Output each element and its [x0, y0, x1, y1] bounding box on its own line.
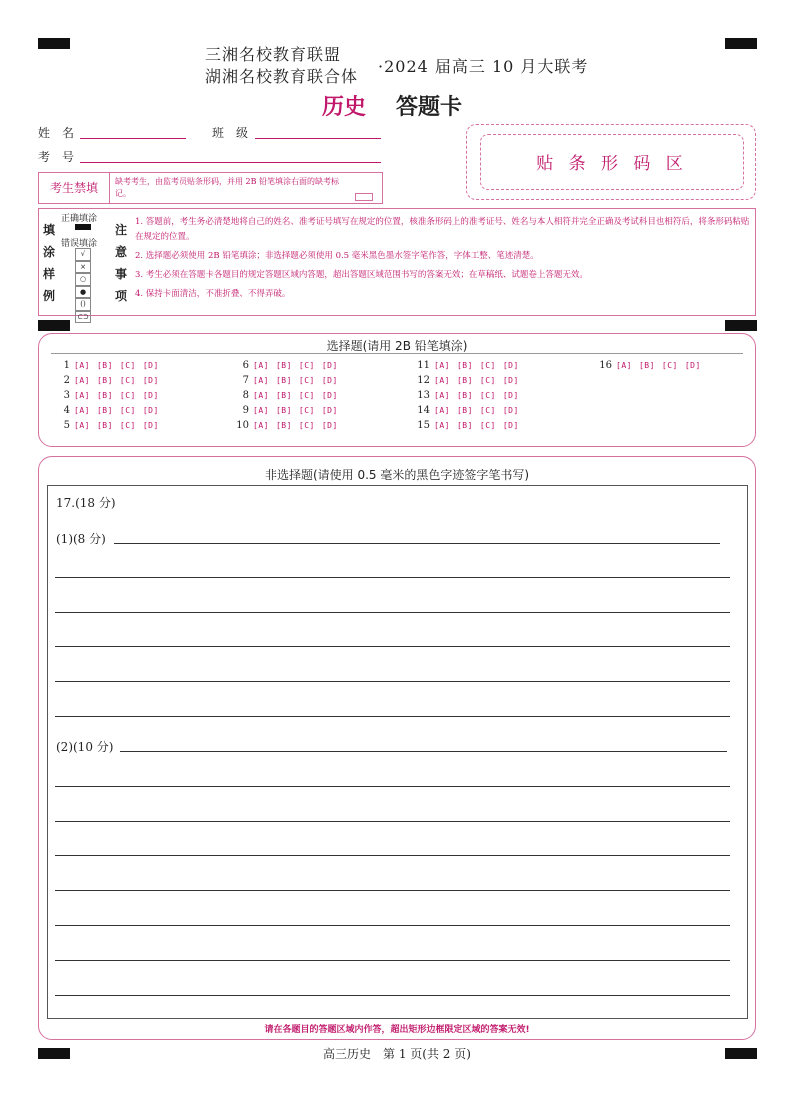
- choice-bubble[interactable]: [B]: [456, 376, 473, 385]
- page-footer: 高三历史 第 1 页(共 2 页): [323, 1047, 471, 1061]
- class-field[interactable]: [255, 138, 381, 139]
- choice-bubble[interactable]: [B]: [275, 406, 292, 415]
- question-number: 1: [63, 360, 70, 371]
- question-number: 15: [417, 420, 430, 431]
- note-3: 3. 考生必须在答题卡各题目的规定答题区域内答题，超出答题区域范围书写的答案无效；在草稿纸、试题卷上答题无效。: [135, 270, 588, 280]
- choice-bubble[interactable]: [C]: [661, 361, 678, 370]
- name-label: 姓 名: [38, 126, 75, 140]
- alignment-mark-top-right: [725, 38, 757, 49]
- barcode-area[interactable]: [480, 134, 744, 190]
- notes-side-label: 注 意 事 项: [115, 223, 128, 303]
- alignment-mark-top-left: [38, 38, 70, 49]
- choice-bubble[interactable]: [A]: [253, 361, 269, 370]
- question-number: 11: [417, 360, 430, 371]
- choice-question-row: [235, 390, 345, 401]
- answer-line[interactable]: [55, 786, 730, 787]
- instructions-box: [38, 208, 756, 321]
- choice-bubble[interactable]: [B]: [456, 406, 473, 415]
- choice-question-row: [235, 420, 345, 431]
- question-number: 14: [417, 405, 430, 416]
- question-number: 9: [242, 405, 249, 416]
- choice-bubble[interactable]: [B]: [275, 361, 292, 370]
- choice-question-row: [416, 405, 526, 416]
- choice-bubble[interactable]: [B]: [275, 421, 292, 430]
- answer-line[interactable]: [55, 716, 730, 717]
- choice-bubble[interactable]: [A]: [434, 391, 450, 400]
- choice-bubble[interactable]: [B]: [638, 361, 655, 370]
- choice-bubble[interactable]: [C]: [479, 421, 496, 430]
- absent-text: 缺考考生，由监考员贴条形码，并用 2B 铅笔填涂右面的缺考标记。: [115, 177, 340, 198]
- choice-question-row: [416, 390, 526, 401]
- choice-bubble[interactable]: [C]: [479, 391, 496, 400]
- choice-question-row: [56, 420, 166, 431]
- note-4: 4. 保持卡面清洁，不准折叠、不得弄破。: [135, 289, 291, 299]
- answer-line[interactable]: [55, 925, 730, 926]
- question-number: 7: [242, 375, 249, 386]
- answer-line[interactable]: [55, 855, 730, 856]
- choice-question-row: [56, 390, 166, 401]
- exam-title: ·2024 届高三 10 月大联考: [378, 57, 589, 76]
- choice-bubble[interactable]: [C]: [119, 376, 136, 385]
- question-number: 8: [242, 390, 249, 401]
- question-number: 13: [417, 390, 430, 401]
- wrong-fill-samples: √ × ○ ● () ⊂⊃: [75, 248, 91, 323]
- wrong-fill-label: 错误填涂: [61, 239, 98, 249]
- card-title: 答题卡: [396, 94, 463, 120]
- class-label: 班 级: [212, 126, 249, 140]
- answer-line[interactable]: [55, 960, 730, 961]
- question-number: 6: [242, 360, 249, 371]
- choice-bubble[interactable]: [C]: [479, 376, 496, 385]
- answer-line[interactable]: [55, 577, 730, 578]
- choice-question-row: [56, 405, 166, 416]
- choice-bubble[interactable]: [A]: [434, 421, 450, 430]
- choice-bubble[interactable]: [D]: [502, 376, 519, 385]
- choice-bubble[interactable]: [C]: [119, 406, 136, 415]
- absent-mark-box[interactable]: [355, 193, 373, 201]
- choice-bubble[interactable]: [B]: [96, 361, 113, 370]
- question-number: 16: [599, 360, 612, 371]
- choice-bubble[interactable]: [D]: [502, 406, 519, 415]
- choice-question-row: [416, 360, 526, 371]
- exam-no-field[interactable]: [80, 162, 381, 163]
- choice-bubble[interactable]: [A]: [74, 421, 90, 430]
- choice-bubble[interactable]: [B]: [96, 391, 113, 400]
- subject-title: 历史: [322, 94, 367, 120]
- choice-question-row: [56, 360, 166, 371]
- choice-bubble[interactable]: [D]: [502, 421, 519, 430]
- choice-bubble[interactable]: [A]: [616, 361, 632, 370]
- answer-line[interactable]: [114, 543, 720, 544]
- choice-bubble[interactable]: [A]: [434, 376, 450, 385]
- answer-line[interactable]: [55, 890, 730, 891]
- choice-question-row: [235, 375, 345, 386]
- choice-bubble[interactable]: [B]: [96, 421, 113, 430]
- choice-bubble[interactable]: [B]: [96, 406, 113, 415]
- exam-no-label: 考 号: [38, 150, 75, 164]
- choice-bubble[interactable]: [D]: [684, 361, 701, 370]
- correct-fill-label: 正确填涂: [61, 214, 98, 224]
- question-number: 12: [417, 375, 430, 386]
- note-2: 2. 选择题必须使用 2B 铅笔填涂；非选择题必须使用 0.5 毫米黑色墨水签字笔作答，字体工整、笔迹清楚。: [135, 251, 539, 261]
- choice-bubble[interactable]: [D]: [321, 376, 338, 385]
- choice-title: 选择题(请用 2B 铅笔填涂): [326, 339, 468, 353]
- choice-bubble[interactable]: [A]: [253, 421, 269, 430]
- choice-bubble[interactable]: [B]: [456, 421, 473, 430]
- choice-bubble[interactable]: [A]: [434, 406, 450, 415]
- choice-bubble[interactable]: [A]: [74, 391, 90, 400]
- question-number: 5: [63, 420, 70, 431]
- question-number: 4: [63, 405, 70, 416]
- choice-bubble[interactable]: [A]: [253, 391, 269, 400]
- alignment-mark-mid-left: [38, 320, 70, 331]
- notes-list: [135, 215, 751, 302]
- choice-bubble[interactable]: [A]: [253, 406, 269, 415]
- choice-bubble[interactable]: [A]: [253, 376, 269, 385]
- choice-bubble[interactable]: [D]: [142, 361, 159, 370]
- choice-bubble[interactable]: [D]: [142, 406, 159, 415]
- absent-label: 考生禁填: [39, 173, 110, 203]
- choice-question-row: [598, 360, 708, 371]
- choice-question-row: [416, 420, 526, 431]
- choice-bubble[interactable]: [C]: [119, 361, 136, 370]
- choice-question-row: [235, 405, 345, 416]
- choice-bubble[interactable]: [B]: [275, 376, 292, 385]
- choice-bubble[interactable]: [B]: [456, 391, 473, 400]
- non-choice-title: 非选择题(请使用 0.5 毫米的黑色字迹签字笔书写): [264, 468, 530, 482]
- choice-bubble[interactable]: [C]: [298, 406, 315, 415]
- fill-sample-side-label: 填 涂 样 例: [43, 223, 56, 303]
- choice-bubble[interactable]: [D]: [321, 391, 338, 400]
- choice-bubble[interactable]: [C]: [298, 361, 315, 370]
- choice-bubble[interactable]: [D]: [321, 421, 338, 430]
- answer-line[interactable]: [120, 751, 727, 752]
- choice-bubble[interactable]: [A]: [74, 361, 90, 370]
- answer-line[interactable]: [55, 995, 730, 996]
- choice-bubble[interactable]: [C]: [298, 421, 315, 430]
- alignment-mark-mid-right: [725, 320, 757, 331]
- absent-box: [38, 172, 383, 204]
- choice-bubble[interactable]: [B]: [275, 391, 292, 400]
- choice-bubble[interactable]: [B]: [96, 376, 113, 385]
- question-number: 2: [63, 375, 70, 386]
- q17-part2-label: (2)(10 分): [56, 740, 114, 754]
- choice-bubble[interactable]: [C]: [479, 361, 496, 370]
- choice-question-row: [235, 360, 345, 371]
- note-1: 1. 答题前，考生务必清楚地将自己的姓名、准考证号填写在规定的位置，核准条形码上的准考证号、姓名与本人相符并完全正确及考试科目也相符后，将条形码粘贴在规定的位置。: [135, 217, 750, 242]
- choice-bubble[interactable]: [C]: [479, 406, 496, 415]
- choice-bubble[interactable]: [A]: [434, 361, 450, 370]
- choice-divider: [51, 353, 743, 354]
- choice-question-row: [416, 375, 526, 386]
- org-name-1: 三湘名校教育联盟: [205, 45, 342, 64]
- q17-part1-label: (1)(8 分): [56, 532, 106, 546]
- answer-area-warning: 请在各题目的答题区域内作答，超出矩形边框限定区域的答案无效!: [264, 1025, 530, 1035]
- choice-bubble[interactable]: [D]: [502, 361, 519, 370]
- choice-bubble[interactable]: [A]: [74, 376, 90, 385]
- choice-bubble[interactable]: [D]: [142, 391, 159, 400]
- choice-bubble[interactable]: [C]: [298, 376, 315, 385]
- choice-question-row: [56, 375, 166, 386]
- barcode-label: 贴 条 形 码 区: [536, 154, 688, 174]
- answer-line[interactable]: [55, 646, 730, 647]
- choice-bubble[interactable]: [D]: [321, 361, 338, 370]
- q17-label: 17.(18 分): [56, 496, 116, 510]
- question-number: 3: [63, 390, 70, 401]
- choice-bubble[interactable]: [C]: [119, 421, 136, 430]
- correct-fill-sample: [75, 224, 91, 230]
- answer-line[interactable]: [55, 821, 730, 822]
- choice-bubble[interactable]: [C]: [119, 391, 136, 400]
- org-name-2: 湖湘名校教育联合体: [205, 67, 359, 86]
- answer-area-q17[interactable]: [47, 485, 748, 1019]
- choice-bubble[interactable]: [B]: [456, 361, 473, 370]
- choice-bubble[interactable]: [D]: [502, 391, 519, 400]
- choice-bubble[interactable]: [D]: [142, 376, 159, 385]
- name-field[interactable]: [80, 138, 186, 139]
- answer-line[interactable]: [55, 681, 730, 682]
- question-number: 10: [236, 420, 249, 431]
- choice-bubble[interactable]: [D]: [321, 406, 338, 415]
- choice-bubble[interactable]: [C]: [298, 391, 315, 400]
- answer-line[interactable]: [55, 612, 730, 613]
- choice-bubble[interactable]: [D]: [142, 421, 159, 430]
- choice-bubble[interactable]: [A]: [74, 406, 90, 415]
